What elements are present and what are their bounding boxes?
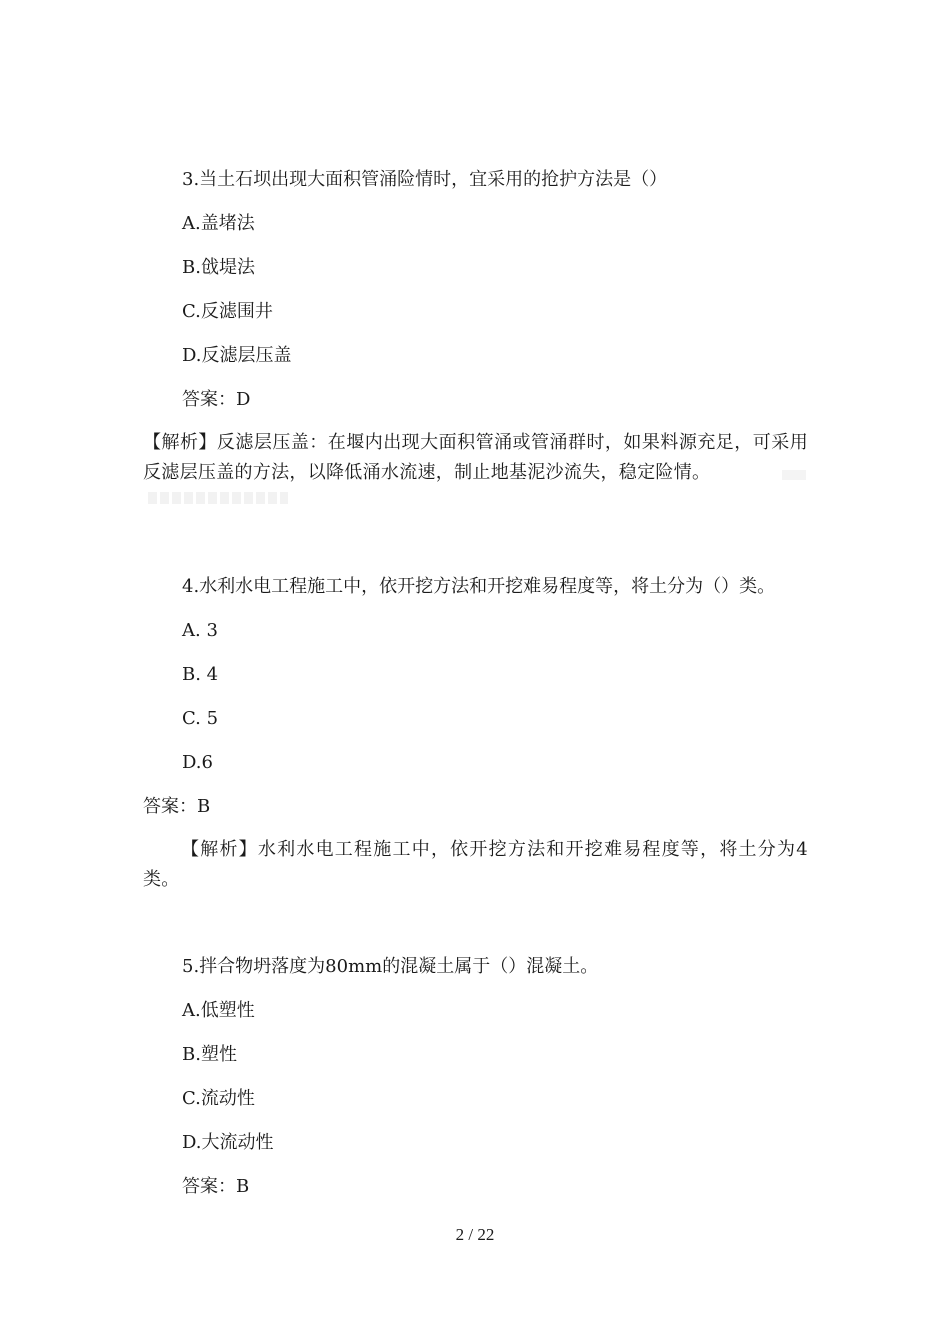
question-5-answer: 答案：B (182, 1176, 250, 1197)
question-4-option-a: A. 3 (182, 620, 218, 641)
question-5-text: 5.拌合物坍落度为80mm的混凝土属于（）混凝土。 (182, 956, 599, 977)
question-3-option-a: A.盖堵法 (182, 213, 255, 234)
watermark-fragment (782, 470, 806, 480)
watermark-fragment-2 (148, 492, 288, 504)
question-5-option-d: D.大流动性 (182, 1132, 274, 1153)
question-3-analysis: 【解析】反滤层压盖：在堰内出现大面积管涌或管涌群时，如果料源充足，可采用反滤层压盖的方法，以降低涌水流速，制止地基泥沙流失，稳定险情。 (143, 432, 808, 483)
question-4-option-d: D.6 (182, 752, 213, 773)
question-3-option-c: C.反滤围井 (182, 301, 273, 322)
question-5-option-c: C.流动性 (182, 1088, 255, 1109)
question-3-text: 3.当土石坝出现大面积管涌险情时，宜采用的抢护方法是（） (182, 169, 668, 190)
question-4-answer: 答案：B (143, 796, 211, 817)
question-4-analysis: 【解析】水利水电工程施工中，依开挖方法和开挖难易程度等，将土分为4类。 (143, 839, 808, 890)
question-4-text: 4.水利水电工程施工中，依开挖方法和开挖难易程度等，将土分为（）类。 (182, 576, 776, 597)
question-3-answer: 答案：D (182, 389, 251, 410)
question-4-option-c: C. 5 (182, 708, 219, 729)
page-number: 2 / 22 (455, 1225, 495, 1244)
question-3-option-d: D.反滤层压盖 (182, 345, 292, 366)
question-3-option-b: B.戗堤法 (182, 257, 255, 278)
question-5-option-b: B.塑性 (182, 1044, 237, 1065)
question-4-option-b: B. 4 (182, 664, 219, 685)
question-5-option-a: A.低塑性 (182, 1000, 255, 1021)
